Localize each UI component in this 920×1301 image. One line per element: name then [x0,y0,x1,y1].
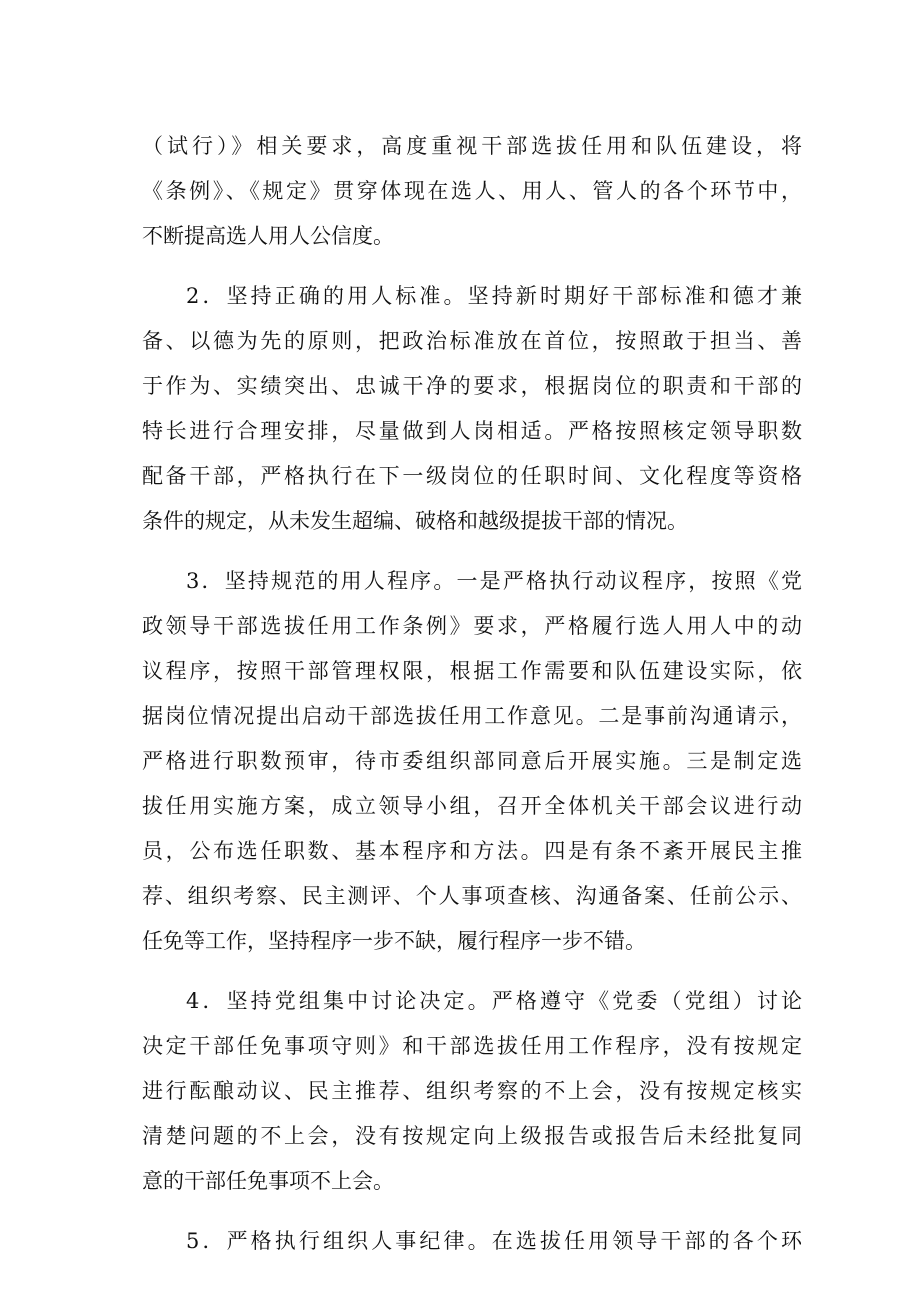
paragraph-3 [142,559,802,964]
paragraph-5 [142,1219,802,1264]
text-line: 意的干部任免事项不上会。 [142,1169,394,1193]
paragraph-2 [142,274,802,544]
text-line: 荐、组织考察、民主测评、个人事项查核、沟通备案、任前公示、 [142,884,802,908]
text-line: 据岗位情况提出启动干部选拔任用工作意见。二是事前沟通请示， [142,704,802,728]
document-body [142,124,802,1264]
paragraph-4 [142,979,802,1204]
text-line: 于作为、实绩突出、忠诚干净的要求，根据岗位的职责和干部的 [142,374,802,398]
text-line: （试行）》相关要求，高度重视干部选拔任用和队伍建设，将 [142,134,802,158]
text-line: 2．坚持正确的用人标准。坚持新时期好干部标准和德才兼 [186,284,802,308]
text-line: 5．严格执行组织人事纪律。在选拔任用领导干部的各个环 [186,1229,802,1253]
text-line: 3．坚持规范的用人程序。一是严格执行动议程序，按照《党 [186,569,802,593]
paragraph-1 [142,124,802,259]
text-line: 政领导干部选拔任用工作条例》要求，严格履行选人用人中的动 [142,614,802,638]
text-line: 进行酝酿动议、民主推荐、组织考察的不上会，没有按规定核实 [142,1079,802,1103]
text-line: 拔任用实施方案，成立领导小组，召开全体机关干部会议进行动 [142,794,802,818]
text-line: 备、以德为先的原则，把政治标准放在首位，按照敢于担当、善 [142,329,802,353]
text-line: 员，公布选任职数、基本程序和方法。四是有条不紊开展民主推 [142,839,802,863]
text-line: 决定干部任免事项守则》和干部选拔任用工作程序，没有按规定 [142,1034,802,1058]
text-line: 清楚问题的不上会，没有按规定向上级报告或报告后未经批复同 [142,1124,802,1148]
text-line: 任免等工作，坚持程序一步不缺，履行程序一步不错。 [142,929,646,953]
text-line: 配备干部，严格执行在下一级岗位的任职时间、文化程度等资格 [142,464,802,488]
text-line: 严格进行职数预审，待市委组织部同意后开展实施。三是制定选 [142,749,802,773]
text-line: 特长进行合理安排，尽量做到人岗相适。严格按照核定领导职数 [142,419,802,443]
text-line: 议程序，按照干部管理权限，根据工作需要和队伍建设实际，依 [142,659,802,683]
text-line: 不断提高选人用人公信度。 [142,224,394,248]
text-line: 条件的规定，从未发生超编、破格和越级提拔干部的情况。 [142,509,688,533]
text-line: 4．坚持党组集中讨论决定。严格遵守《党委（党组）讨论 [186,989,802,1013]
text-line: 《条例》、《规定》贯穿体现在选人、用人、管人的各个环节中， [142,179,802,203]
